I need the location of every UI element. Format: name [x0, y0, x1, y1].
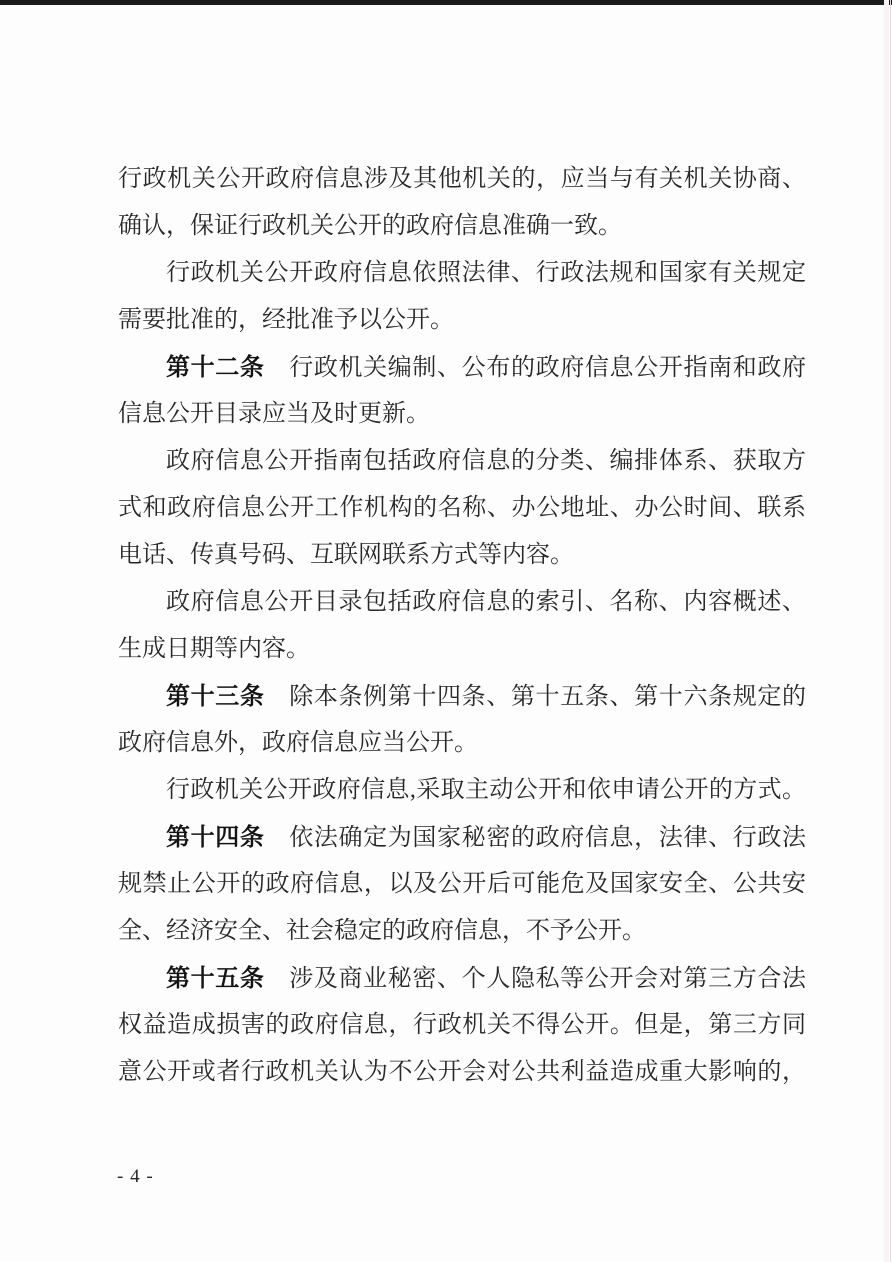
- paragraph: [118, 579, 806, 673]
- text-line: 第十五条 涉及商业秘密、个人隐私等公开会对第三方合法: [166, 965, 807, 992]
- text-line: 全、经济安全、社会稳定的政府信息，不予公开。: [118, 918, 646, 944]
- scan-edge-tint-right: [884, 0, 889, 1262]
- text-line: 式和政府信息公开工作机构的名称、办公地址、办公时间、联系: [118, 495, 806, 521]
- text-line: 政府信息公开指南包括政府信息的分类、编排体系、获取方: [166, 448, 806, 474]
- article-number-heading: 第十五条: [166, 965, 265, 992]
- article-number-heading: 第十四条: [166, 824, 265, 851]
- text-line: 政府信息外，政府信息应当公开。: [118, 730, 478, 756]
- text-line: 行政机关公开政府信息涉及其他机关的，应当与有关机关协商、: [118, 166, 806, 192]
- article-number-heading: 第十二条: [166, 354, 265, 381]
- text-line: 行政机关公开政府信息,采取主动公开和依申请公开的方式。: [166, 777, 806, 803]
- text-line: 政府信息公开目录包括政府信息的索引、名称、内容概述、: [166, 589, 806, 615]
- scan-edge-line-right: [890, 0, 891, 1262]
- text-line: 需要批准的，经批准予以公开。: [118, 307, 454, 333]
- text-line: 行政机关公开政府信息依照法律、行政法规和国家有关规定: [166, 260, 806, 286]
- text-line: 第十二条 行政机关编制、公布的政府信息公开指南和政府: [166, 354, 807, 381]
- paragraph: [118, 344, 806, 438]
- paragraph: [118, 156, 806, 250]
- paragraph: [118, 767, 806, 814]
- text-line: 第十四条 依法确定为国家秘密的政府信息，法律、行政法: [166, 824, 807, 851]
- paragraph: [118, 673, 806, 767]
- text-line: 生成日期等内容。: [118, 636, 310, 662]
- text-line: 意公开或者行政机关认为不公开会对公共利益造成重大影响的，: [118, 1059, 806, 1085]
- text-line: 第十三条 除本条例第十四条、第十五条、第十六条规定的: [166, 683, 807, 710]
- paragraph: [118, 955, 806, 1096]
- text-line: 信息公开目录应当及时更新。: [118, 401, 430, 427]
- text-line: 电话、传真号码、互联网联系方式等内容。: [118, 542, 574, 568]
- paragraph: [118, 250, 806, 344]
- page-number: - 4 -: [117, 1166, 154, 1187]
- scan-edge-artifact-top: [0, 0, 892, 5]
- text-line: 权益造成损害的政府信息，行政机关不得公开。但是，第三方同: [118, 1012, 806, 1038]
- paragraph: [118, 438, 806, 579]
- text-line: 确认，保证行政机关公开的政府信息准确一致。: [118, 213, 622, 239]
- document-body-text: [118, 156, 806, 1096]
- article-number-heading: 第十三条: [166, 683, 265, 710]
- text-line: 规禁止公开的政府信息，以及公开后可能危及国家安全、公共安: [118, 871, 806, 897]
- paragraph: [118, 814, 806, 955]
